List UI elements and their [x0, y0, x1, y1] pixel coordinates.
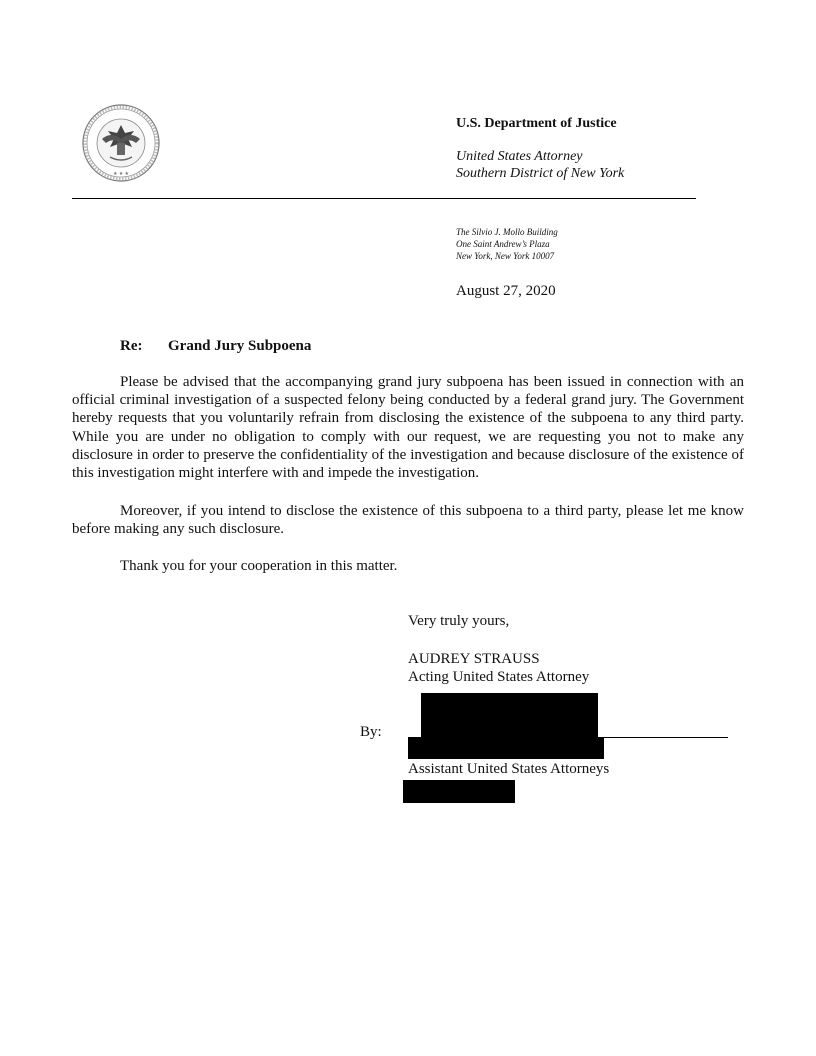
attorney-title: Acting United States Attorney	[408, 669, 590, 685]
address-line-2: One Saint Andrew’s Plaza	[456, 239, 550, 249]
office-address	[456, 226, 558, 262]
address-line-1: The Silvio J. Mollo Building	[456, 227, 558, 237]
redaction-phone	[403, 780, 515, 803]
body-paragraph-2: Moreover, if you intend to disclose the existence of this subpoena to a third party, please let me know before making any such disclosure.	[72, 503, 744, 538]
signature-line	[598, 737, 728, 738]
address-line-3: New York, New York 10007	[456, 251, 555, 261]
redaction-signature	[421, 693, 598, 737]
subject-label: Re:	[120, 338, 143, 354]
attorney-name: AUDREY STRAUSS	[408, 651, 540, 667]
subject-line	[120, 337, 311, 355]
doj-seal-icon	[76, 103, 166, 183]
body-paragraph-3: Thank you for your cooperation in this matter.	[120, 558, 398, 574]
svg-text:★ ★ ★: ★ ★ ★	[113, 172, 129, 177]
closing: Very truly yours,	[408, 613, 510, 629]
department-name: U.S. Department of Justice	[456, 116, 617, 131]
subject-text: Grand Jury Subpoena	[168, 338, 312, 354]
letter-date: August 27, 2020	[456, 283, 556, 299]
office-line-1: United States Attorney	[456, 149, 583, 164]
by-label: By:	[360, 724, 382, 740]
letterhead-divider	[72, 198, 696, 199]
office-name	[456, 148, 624, 182]
body-paragraph-1: Please be advised that the accompanying grand jury subpoena has been issued in connection with an official criminal investigation of a suspected felony being conducted by a federal grand jury. The Government hereby requests that you voluntarily refrain from disclosing the existence of the subpoena to any third party. While you are under no obligation to comply with our request, we are requesting you not to make any disclosure in order to preserve the confidentiality of the investigation and because disclosure of the existence of this investigation might interfere with and impede the investigation.	[72, 374, 744, 482]
redaction-names	[408, 737, 604, 759]
office-line-2: Southern District of New York	[456, 166, 625, 181]
signer-title: Assistant United States Attorneys	[408, 761, 610, 777]
